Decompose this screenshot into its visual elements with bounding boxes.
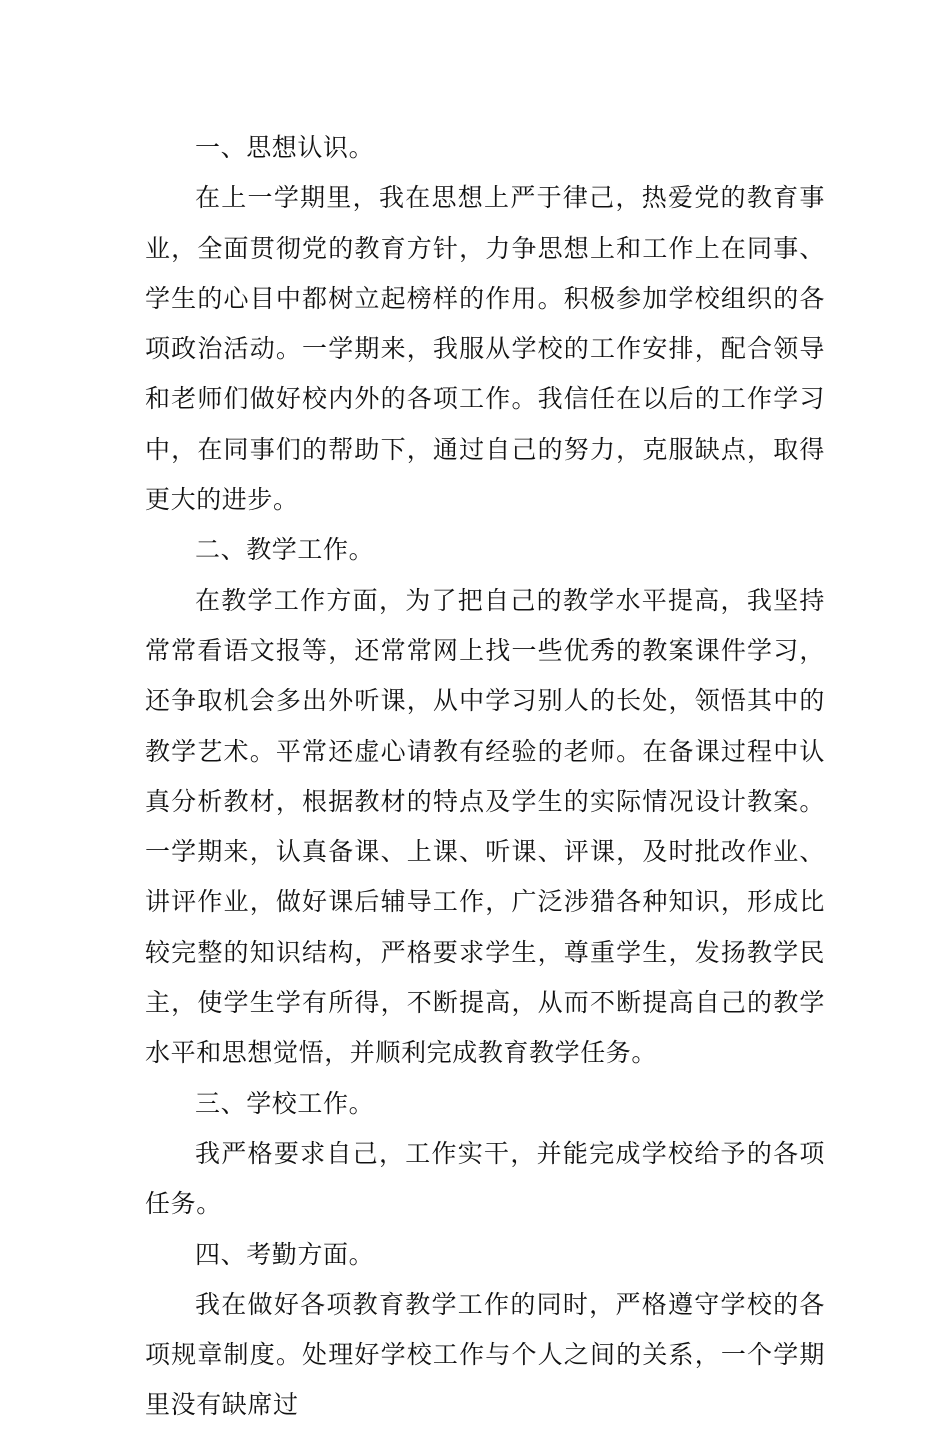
paragraph-teaching: 在教学工作方面，为了把自己的教学水平提高，我坚持常常看语文报等，还常常网上找一些优秀的教案课件学习，还争取机会多出外听课，从中学习别人的长处，领悟其中的教学艺术。平常还虚心请教有经验的老师。在备课过程中认真分析教材，根据教材的特点及学生的实际情况设计教案。一学期来，认真备课、上课、听课、评课，及时批改作业、讲评作业，做好课后辅导工作，广泛涉猎各种知识，形成比较完整的知识结构，严格要求学生，尊重学生，发扬教学民主，使学生学有所得，不断提高，从而不断提高自己的教学水平和思想觉悟，并顺利完成教育教学任务。 (145, 585, 825, 1068)
paragraph-thought: 在上一学期里，我在思想上严于律己，热爱党的教育事业，全面贯彻党的教育方针，力争思想上和工作上在同事、学生的心目中都树立起榜样的作用。积极参加学校组织的各项政治活动。一学期来，我服从学校的工作安排，配合领导和老师们做好校内外的各项工作。我信任在以后的工作学习中，在同事们的帮助下，通过自己的努力，克服缺点，取得更大的进步。 (145, 183, 825, 515)
section-heading-teaching: 二、教学工作。 (195, 535, 375, 565)
section-heading-attendance: 四、考勤方面。 (195, 1239, 375, 1269)
section-heading-thought: 一、思想认识。 (195, 133, 375, 162)
paragraph-attendance: 我在做好各项教育教学工作的同时，严格遵守学校的各项规章制度。处理好学校工作与个人之间的关系，一个学期里没有缺席过 (145, 1289, 825, 1420)
paragraph-school: 我严格要求自己，工作实干，并能完成学校给予的各项任务。 (145, 1138, 825, 1219)
document-body (145, 123, 825, 1431)
section-heading-school: 三、学校工作。 (195, 1088, 375, 1118)
